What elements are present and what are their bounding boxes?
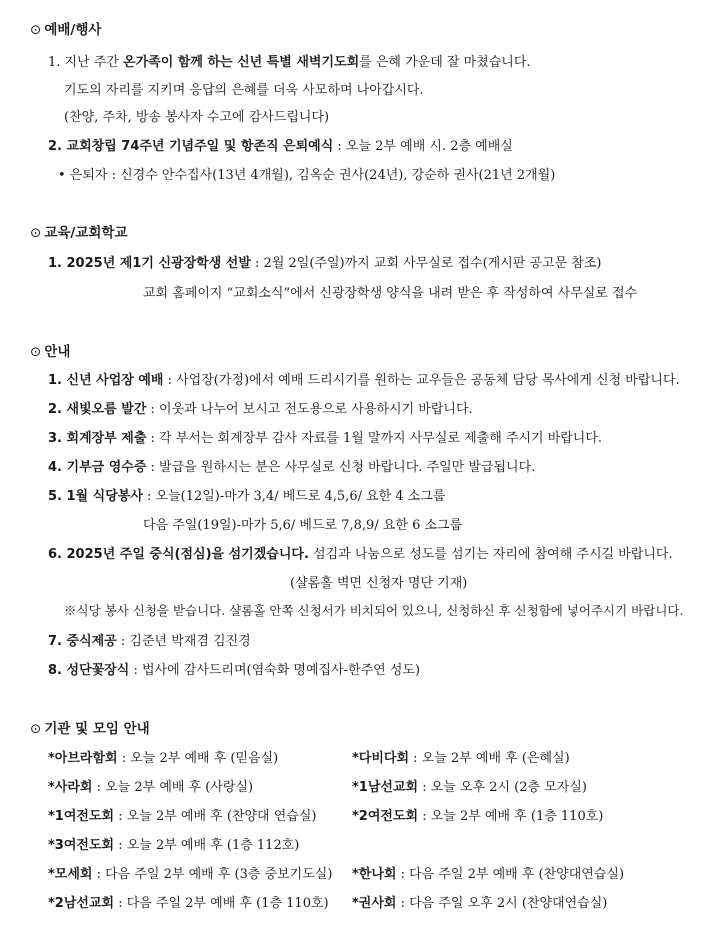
group-item: *사라회 : 오늘 2부 예배 후 (사랑실) [48, 780, 254, 795]
notice-item-3: 3. 회계장부 제출 : 각 부서는 회계장부 감사 자료를 1월 말까지 사무실로 제출해 주시기 바랍니다. [48, 431, 603, 446]
group-item: *아브라함회 : 오늘 2부 예배 후 (믿음실) [48, 751, 279, 766]
section-title: 안내 [44, 344, 71, 360]
notice-item-4: 4. 기부금 영수증 : 발급을 원하시는 분은 사무실로 신청 바랍니다. 주일만 발급됩니다. [48, 460, 536, 475]
section-title: 기관 및 모임 안내 [44, 721, 150, 737]
group-item: *모세회 : 다음 주일 2부 예배 후 (3층 중보기도실) [48, 867, 333, 882]
section-heading-notice [30, 340, 70, 360]
notice-item-7: 7. 중식제공 : 김준년 박재겸 김진경 [48, 634, 251, 649]
worship-item-2: 2. 교회창립 74주년 기념주일 및 항존직 은퇴예식 : 오늘 2부 예배 시. 2층 예배실 [48, 139, 513, 154]
notice-item-6-line-2: (샬롬홀 벽면 신청자 명단 기재) [290, 576, 468, 591]
worship-item-1: 1. 지난 주간 온가족이 함께 하는 신년 특별 새벽기도회를 은혜 가운데 잘 마쳤습니다. [48, 55, 531, 70]
group-item: *2여전도회 : 오늘 2부 예배 후 (1층 110호) [352, 809, 604, 824]
section-heading-education [30, 221, 128, 241]
notice-item-2: 2. 새빛오름 발간 : 이웃과 나누어 보시고 전도용으로 사용하시기 바랍니다. [48, 402, 473, 417]
notice-item-5: 5. 1월 식당봉사 : 오늘(12일)-마가 3,4/ 베드로 4,5,6/ 요한 4 소그룹 [48, 489, 446, 504]
group-item: *2남선교회 : 다음 주일 2부 예배 후 (1층 110호) [48, 896, 329, 911]
circle-dot-icon: ⊙ [30, 22, 42, 38]
circle-dot-icon: ⊙ [30, 721, 42, 737]
education-item-1-line-2: 교회 홈페이지 “교회소식”에서 신광장학생 양식을 내려 받은 후 작성하여 사무실로 접수 [143, 286, 638, 301]
group-item: *1여전도회 : 오늘 2부 예배 후 (찬양대 연습실) [48, 809, 317, 824]
notice-item-1: 1. 신년 사업장 예배 : 사업장(가정)에서 예배 드리시기를 원하는 교우들은 공동체 담당 목사에게 신청 바랍니다. [48, 373, 680, 388]
circle-dot-icon: ⊙ [30, 344, 42, 360]
group-item: *한나회 : 다음 주일 2부 예배 후 (찬양대연습실) [352, 867, 625, 882]
worship-item-1-line-2: 기도의 자리를 지키며 응답의 은혜를 더욱 사모하며 나아갑시다. [64, 83, 424, 98]
education-item-1: 1. 2025년 제1기 신광장학생 선발 : 2월 2일(주일)까지 교회 사무실로 접수(게시판 공고문 참조) [48, 256, 602, 271]
group-item: *1남선교회 : 오늘 오후 2시 (2층 모자실) [352, 780, 587, 795]
group-item: *권사회 : 다음 주일 오후 2시 (찬양대연습실) [352, 896, 608, 911]
notice-item-6-note: ※식당 봉사 신청을 받습니다. 샬롬홀 안쪽 신청서가 비치되어 있으니, 신청하신 후 신청함에 넣어주시기 바랍니다. [64, 603, 684, 618]
worship-retirees: • 은퇴자 : 신경수 안수집사(13년 4개월), 김옥순 권사(24년), 강순하 권사(21년 2개월) [58, 168, 556, 183]
group-item: *3여전도회 : 오늘 2부 예배 후 (1층 112호) [48, 838, 300, 853]
notice-item-8: 8. 성단꽃장식 : 법사에 감사드리며(염숙화 명예집사-한주연 성도) [48, 663, 421, 678]
section-title: 예배/행사 [44, 22, 102, 38]
section-title: 교육/교회학교 [44, 225, 128, 241]
section-heading-groups [30, 717, 150, 737]
section-heading-worship [30, 18, 101, 38]
notice-item-5-line-2: 다음 주일(19일)-마가 5,6/ 베드로 7,8,9/ 요한 6 소그룹 [143, 518, 463, 533]
group-item: *다비다회 : 오늘 2부 예배 후 (은혜실) [352, 751, 570, 766]
circle-dot-icon: ⊙ [30, 225, 42, 241]
notice-item-6: 6. 2025년 주일 중식(점심)을 섬기겠습니다. 섬김과 나눔으로 성도를 섬기는 자리에 참여해 주시길 바랍니다. [48, 547, 673, 562]
worship-item-1-line-3: (찬양, 주차, 방송 봉사자 수고에 감사드립니다) [64, 110, 330, 125]
